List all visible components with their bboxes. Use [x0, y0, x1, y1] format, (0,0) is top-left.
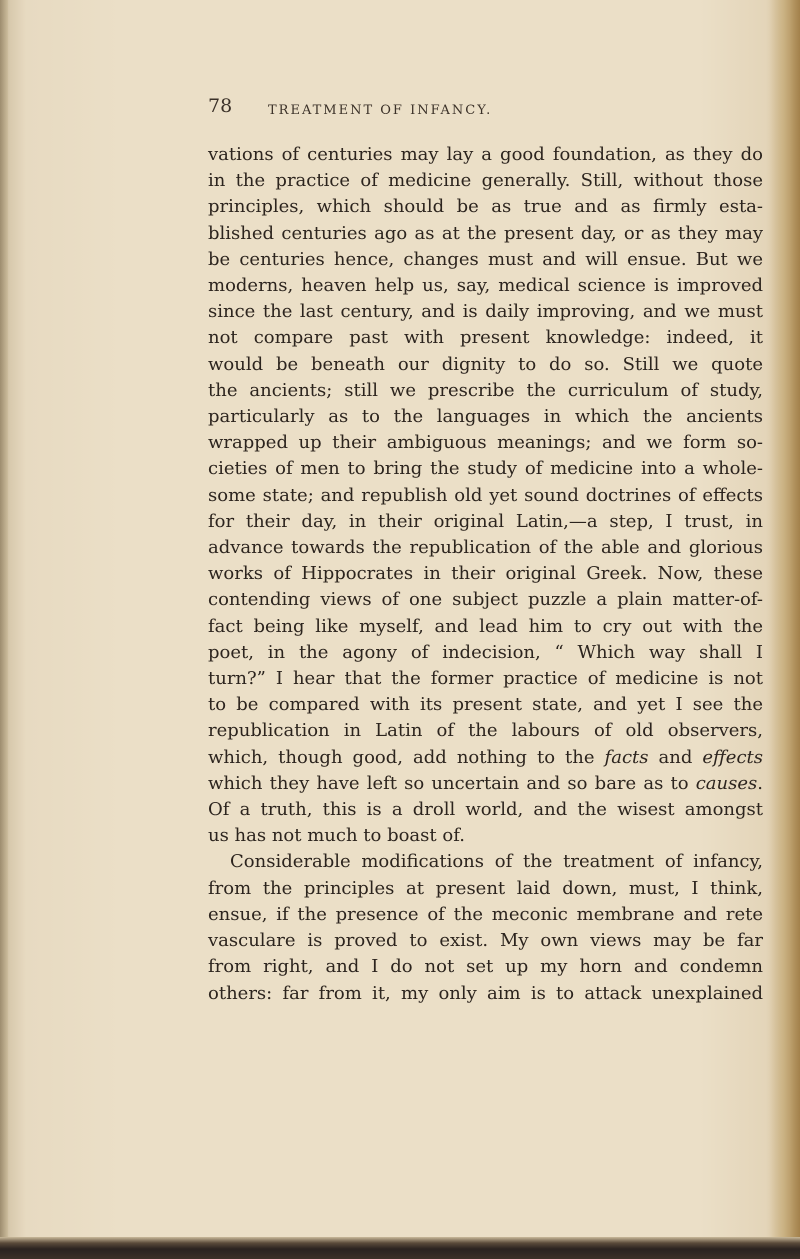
text-line: since the last century, and is daily improving, and we must [208, 301, 763, 323]
text-segment: which, though good, add nothing to the [208, 746, 605, 768]
text-line: turn?” I hear that the former practice of medicine is not [208, 668, 763, 690]
text-line-with-italics [208, 771, 763, 797]
page-edge-discoloration [766, 0, 800, 1259]
text-line-with-italics [208, 745, 763, 771]
italic-effects: effects [702, 746, 763, 768]
text-line: vations of centuries may lay a good foundation, as they do [208, 144, 763, 165]
text-line: from right, and I do not set up my horn and condemn [208, 956, 763, 978]
italic-facts: facts [604, 746, 649, 768]
text-line: blished centuries ago as at the present day, or as they may [208, 222, 763, 244]
text-line: advance towards the republication of the able and glorious [208, 537, 763, 559]
text-line: from the principles at present laid down, must, I think, [208, 877, 763, 899]
page-header [208, 95, 768, 131]
paragraph-first-line: Considerable modifications of the treatment of infancy, [230, 851, 763, 873]
text-line: be centuries hence, changes must and will ensue. But we [208, 248, 763, 270]
text-line: moderns, heaven help us, say, medical science is improved [208, 275, 763, 297]
text-line: principles, which should be as true and as firmly esta- [208, 196, 763, 218]
text-line: contending views of one subject puzzle a plain matter-of- [208, 589, 763, 611]
text-line: vasculare is proved to exist. My own views may be far [208, 930, 763, 952]
text-segment: . [757, 772, 763, 794]
text-line: ensue, if the presence of the meconic membrane and rete [208, 903, 763, 925]
text-segment: which they have left so uncertain and so bare as to [208, 772, 696, 794]
text-line: Of a truth, this is a droll world, and the wisest amongst [208, 799, 763, 821]
text-line: works of Hippocrates in their original Greek. Now, these [208, 563, 763, 585]
page-gutter-shadow [0, 0, 8, 1259]
text-line: us has not much to boast of. [208, 825, 465, 847]
text-line: to be compared with its present state, and yet I see the [208, 694, 763, 716]
text-line: republication in Latin of the labours of old observers, [208, 720, 763, 742]
text-line: particularly as to the languages in which the ancients [208, 406, 763, 428]
text-line: not compare past with present knowledge: indeed, it [208, 327, 763, 349]
text-line: some state; and republish old yet sound doctrines of effects [208, 484, 763, 506]
text-line: would be beneath our dignity to do so. Still we quote [208, 353, 763, 375]
italic-causes: causes [695, 772, 758, 794]
text-line: the ancients; still we prescribe the curriculum of study, [208, 379, 763, 401]
page-bottom-edge [0, 1237, 800, 1259]
text-line: wrapped up their ambiguous meanings; and we form so- [208, 432, 763, 454]
text-line: others: far from it, my only aim is to attack unexplained [208, 982, 763, 1004]
text-line: poet, in the agony of indecision, “ Which way shall I [208, 641, 763, 663]
running-head: TREATMENT OF INFANCY. [268, 103, 493, 118]
text-line: in the practice of medicine generally. Still, without those [208, 170, 763, 192]
page-number: 78 [208, 95, 233, 117]
text-line: fact being like myself, and lead him to cry out with the [208, 615, 763, 637]
text-line: cieties of men to bring the study of medicine into a whole- [208, 458, 763, 480]
body-text [208, 142, 763, 1007]
text-line: for their day, in their original Latin,—a step, I trust, in [208, 510, 763, 532]
text-segment: and [648, 746, 703, 768]
